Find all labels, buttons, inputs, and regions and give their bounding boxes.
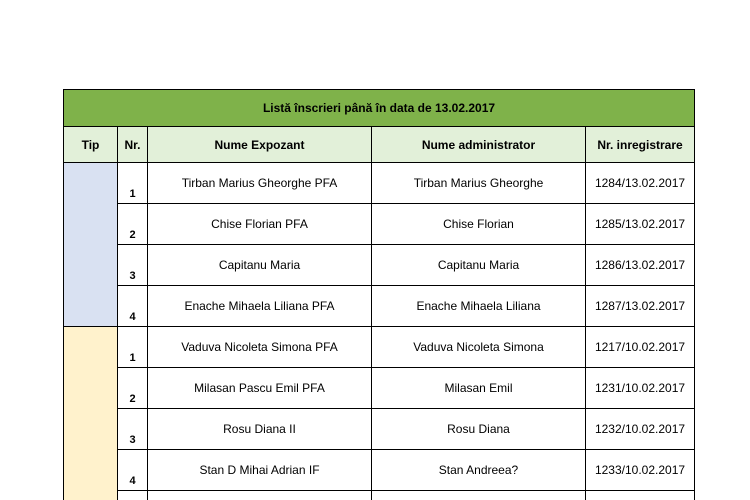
row-expozant: Rosu Diana II [148,409,372,450]
row-inregistrare: 1231/10.02.2017 [586,368,695,409]
row-nr: 4 [118,450,148,491]
row-expozant: Chise Florian PFA [148,204,372,245]
row-nr: 3 [118,409,148,450]
row-nr: 3 [118,245,148,286]
row-administrator [372,491,586,500]
row-nr: 1 [118,327,148,368]
table-row [64,450,695,491]
table-title: Listă înscrieri până în data de 13.02.2017 [64,90,695,127]
row-nr: 2 [118,204,148,245]
header-tip: Tip [64,127,118,163]
row-nr [118,491,148,500]
table-header-row [64,127,695,163]
row-nr: 2 [118,368,148,409]
header-nume-administrator: Nume administrator [372,127,586,163]
row-nr: 1 [118,163,148,204]
group-label-cell [64,163,118,327]
row-inregistrare: 1217/10.02.2017 [586,327,695,368]
row-administrator: Vaduva Nicoleta Simona [372,327,586,368]
table-row [64,409,695,450]
header-nr-inregistrare: Nr. inregistrare [586,127,695,163]
table-row [64,491,695,500]
row-expozant: Enache Mihaela Liliana PFA [148,286,372,327]
row-inregistrare: 1287/13.02.2017 [586,286,695,327]
table-title-row [64,90,695,127]
row-administrator: Enache Mihaela Liliana [372,286,586,327]
row-expozant: Tirban Marius Gheorghe PFA [148,163,372,204]
table-row [64,163,695,204]
row-inregistrare [586,491,695,500]
row-inregistrare: 1232/10.02.2017 [586,409,695,450]
row-expozant: Milasan Pascu Emil PFA [148,368,372,409]
row-administrator: Milasan Emil [372,368,586,409]
row-expozant: Vaduva Nicoleta Simona PFA [148,327,372,368]
table-row [64,368,695,409]
table-row [64,204,695,245]
row-expozant [148,491,372,500]
header-nume-expozant: Nume Expozant [148,127,372,163]
row-administrator: Stan Andreea? [372,450,586,491]
table-row [64,286,695,327]
row-administrator: Capitanu Maria [372,245,586,286]
row-administrator: Tirban Marius Gheorghe [372,163,586,204]
table-row [64,327,695,368]
group-label-cell [64,327,118,500]
row-administrator: Rosu Diana [372,409,586,450]
row-inregistrare: 1286/13.02.2017 [586,245,695,286]
row-expozant: Capitanu Maria [148,245,372,286]
table-row [64,245,695,286]
header-nr: Nr. [118,127,148,163]
row-expozant: Stan D Mihai Adrian IF [148,450,372,491]
registration-table [63,89,695,500]
row-inregistrare: 1284/13.02.2017 [586,163,695,204]
row-administrator: Chise Florian [372,204,586,245]
row-inregistrare: 1285/13.02.2017 [586,204,695,245]
row-nr: 4 [118,286,148,327]
row-inregistrare: 1233/10.02.2017 [586,450,695,491]
